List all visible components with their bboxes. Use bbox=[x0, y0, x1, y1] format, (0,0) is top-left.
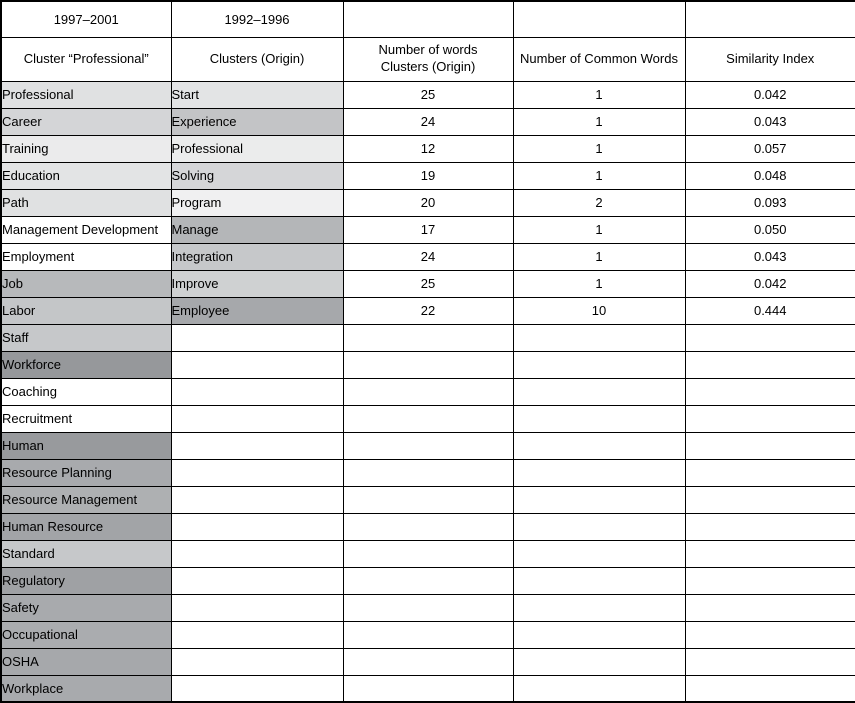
cell-similarity bbox=[685, 459, 855, 486]
cell-num-words bbox=[343, 648, 513, 675]
cell-num-words: 17 bbox=[343, 216, 513, 243]
table-row bbox=[1, 378, 855, 405]
table-row bbox=[1, 594, 855, 621]
cell-common-words: 1 bbox=[513, 216, 685, 243]
table-row bbox=[1, 135, 855, 162]
cell-similarity: 0.050 bbox=[685, 216, 855, 243]
table-row bbox=[1, 432, 855, 459]
cell-num-words bbox=[343, 621, 513, 648]
cell-cluster-origin bbox=[171, 486, 343, 513]
cell-cluster-origin: Solving bbox=[171, 162, 343, 189]
cell-num-words bbox=[343, 351, 513, 378]
table-row bbox=[1, 567, 855, 594]
cell-cluster-origin bbox=[171, 621, 343, 648]
cell-num-words: 12 bbox=[343, 135, 513, 162]
cell-cluster-1997: Career bbox=[1, 108, 171, 135]
table-row bbox=[1, 405, 855, 432]
cell-num-words bbox=[343, 405, 513, 432]
cell-cluster-1997: Job bbox=[1, 270, 171, 297]
cell-cluster-origin: Integration bbox=[171, 243, 343, 270]
cell-cluster-origin bbox=[171, 324, 343, 351]
cell-common-words bbox=[513, 513, 685, 540]
table-row bbox=[1, 621, 855, 648]
table-row bbox=[1, 243, 855, 270]
cell-similarity bbox=[685, 324, 855, 351]
cell-common-words bbox=[513, 567, 685, 594]
table-row bbox=[1, 189, 855, 216]
cell-cluster-1997: Management Development bbox=[1, 216, 171, 243]
cell-cluster-origin bbox=[171, 378, 343, 405]
cell-similarity: 0.043 bbox=[685, 243, 855, 270]
cell-similarity bbox=[685, 378, 855, 405]
cell-common-words bbox=[513, 594, 685, 621]
header-row-columns bbox=[1, 37, 855, 81]
cell-num-words: 24 bbox=[343, 243, 513, 270]
header-row-periods bbox=[1, 1, 855, 37]
table-row bbox=[1, 81, 855, 108]
cell-num-words bbox=[343, 432, 513, 459]
cell-common-words: 1 bbox=[513, 162, 685, 189]
cell-similarity bbox=[685, 513, 855, 540]
cell-common-words: 10 bbox=[513, 297, 685, 324]
cell-cluster-1997: Professional bbox=[1, 81, 171, 108]
table-row bbox=[1, 270, 855, 297]
cell-cluster-1997: Resource Management bbox=[1, 486, 171, 513]
table-row bbox=[1, 675, 855, 702]
header-number-of-words bbox=[343, 37, 513, 81]
table-row bbox=[1, 108, 855, 135]
cell-similarity bbox=[685, 486, 855, 513]
header-cluster-professional: Cluster “Professional” bbox=[1, 37, 171, 81]
table-row bbox=[1, 216, 855, 243]
cell-cluster-1997: Standard bbox=[1, 540, 171, 567]
cell-common-words: 1 bbox=[513, 243, 685, 270]
cell-cluster-origin bbox=[171, 567, 343, 594]
cell-similarity bbox=[685, 567, 855, 594]
cell-common-words: 2 bbox=[513, 189, 685, 216]
cell-num-words bbox=[343, 378, 513, 405]
cell-cluster-1997: Path bbox=[1, 189, 171, 216]
cell-cluster-1997: Safety bbox=[1, 594, 171, 621]
cell-num-words: 25 bbox=[343, 270, 513, 297]
cell-common-words: 1 bbox=[513, 108, 685, 135]
table-row bbox=[1, 486, 855, 513]
cell-cluster-1997: Recruitment bbox=[1, 405, 171, 432]
cell-cluster-1997: Workplace bbox=[1, 675, 171, 702]
cell-cluster-1997: Occupational bbox=[1, 621, 171, 648]
cell-similarity bbox=[685, 594, 855, 621]
cell-num-words: 22 bbox=[343, 297, 513, 324]
table-header bbox=[1, 1, 855, 81]
cell-num-words bbox=[343, 540, 513, 567]
cell-num-words bbox=[343, 324, 513, 351]
cell-cluster-origin bbox=[171, 405, 343, 432]
cell-cluster-origin: Improve bbox=[171, 270, 343, 297]
cell-similarity: 0.043 bbox=[685, 108, 855, 135]
table-body bbox=[1, 81, 855, 702]
cell-similarity bbox=[685, 540, 855, 567]
cell-num-words bbox=[343, 513, 513, 540]
cell-cluster-1997: Training bbox=[1, 135, 171, 162]
cell-cluster-origin: Professional bbox=[171, 135, 343, 162]
cell-cluster-origin bbox=[171, 459, 343, 486]
cell-num-words bbox=[343, 459, 513, 486]
cell-cluster-origin: Start bbox=[171, 81, 343, 108]
cell-num-words: 19 bbox=[343, 162, 513, 189]
cell-common-words: 1 bbox=[513, 270, 685, 297]
cell-common-words bbox=[513, 459, 685, 486]
cell-cluster-1997: Education bbox=[1, 162, 171, 189]
header-empty-col3 bbox=[343, 1, 513, 37]
table-row bbox=[1, 540, 855, 567]
table-row bbox=[1, 459, 855, 486]
header-period-1992-1996: 1992–1996 bbox=[171, 1, 343, 37]
cell-cluster-1997: Resource Planning bbox=[1, 459, 171, 486]
cell-cluster-1997: Labor bbox=[1, 297, 171, 324]
cell-similarity bbox=[685, 432, 855, 459]
cell-cluster-1997: Employment bbox=[1, 243, 171, 270]
cell-common-words bbox=[513, 405, 685, 432]
header-period-1997-2001: 1997–2001 bbox=[1, 1, 171, 37]
cell-common-words bbox=[513, 621, 685, 648]
cell-cluster-origin bbox=[171, 351, 343, 378]
cell-cluster-origin: Experience bbox=[171, 108, 343, 135]
cell-num-words bbox=[343, 486, 513, 513]
cell-cluster-1997: Coaching bbox=[1, 378, 171, 405]
table-row bbox=[1, 351, 855, 378]
cell-cluster-1997: Human Resource bbox=[1, 513, 171, 540]
cell-similarity: 0.093 bbox=[685, 189, 855, 216]
table-row bbox=[1, 648, 855, 675]
cell-cluster-origin bbox=[171, 513, 343, 540]
cell-similarity bbox=[685, 675, 855, 702]
cell-cluster-1997: Regulatory bbox=[1, 567, 171, 594]
cell-common-words: 1 bbox=[513, 81, 685, 108]
cell-num-words: 25 bbox=[343, 81, 513, 108]
cell-similarity bbox=[685, 351, 855, 378]
cell-num-words bbox=[343, 567, 513, 594]
table-row bbox=[1, 513, 855, 540]
cell-cluster-origin bbox=[171, 432, 343, 459]
header-number-of-words-line2: Clusters (Origin) bbox=[380, 59, 476, 74]
table-row bbox=[1, 162, 855, 189]
header-common-words: Number of Common Words bbox=[513, 37, 685, 81]
cell-num-words bbox=[343, 594, 513, 621]
cell-cluster-origin bbox=[171, 648, 343, 675]
cell-common-words bbox=[513, 378, 685, 405]
cell-common-words bbox=[513, 540, 685, 567]
cell-common-words bbox=[513, 432, 685, 459]
cell-cluster-origin bbox=[171, 675, 343, 702]
cell-common-words: 1 bbox=[513, 135, 685, 162]
cell-common-words bbox=[513, 324, 685, 351]
cell-similarity: 0.048 bbox=[685, 162, 855, 189]
cell-cluster-origin: Employee bbox=[171, 297, 343, 324]
cell-cluster-1997: Workforce bbox=[1, 351, 171, 378]
cell-similarity: 0.042 bbox=[685, 270, 855, 297]
cell-cluster-1997: Human bbox=[1, 432, 171, 459]
cell-common-words bbox=[513, 351, 685, 378]
cell-num-words: 24 bbox=[343, 108, 513, 135]
cell-similarity: 0.057 bbox=[685, 135, 855, 162]
cell-cluster-1997: Staff bbox=[1, 324, 171, 351]
cell-cluster-origin: Program bbox=[171, 189, 343, 216]
cell-cluster-origin: Manage bbox=[171, 216, 343, 243]
header-similarity-index: Similarity Index bbox=[685, 37, 855, 81]
cell-num-words: 20 bbox=[343, 189, 513, 216]
cell-similarity bbox=[685, 648, 855, 675]
header-clusters-origin: Clusters (Origin) bbox=[171, 37, 343, 81]
cell-similarity bbox=[685, 405, 855, 432]
table-row bbox=[1, 297, 855, 324]
cell-common-words bbox=[513, 648, 685, 675]
cell-common-words bbox=[513, 486, 685, 513]
cell-cluster-origin bbox=[171, 594, 343, 621]
cell-cluster-origin bbox=[171, 540, 343, 567]
cell-similarity bbox=[685, 621, 855, 648]
header-number-of-words-line1: Number of words bbox=[378, 42, 478, 58]
header-empty-col4 bbox=[513, 1, 685, 37]
cell-common-words bbox=[513, 675, 685, 702]
cell-similarity: 0.444 bbox=[685, 297, 855, 324]
table-row bbox=[1, 324, 855, 351]
cell-num-words bbox=[343, 675, 513, 702]
header-empty-col5 bbox=[685, 1, 855, 37]
cell-cluster-1997: OSHA bbox=[1, 648, 171, 675]
cell-similarity: 0.042 bbox=[685, 81, 855, 108]
